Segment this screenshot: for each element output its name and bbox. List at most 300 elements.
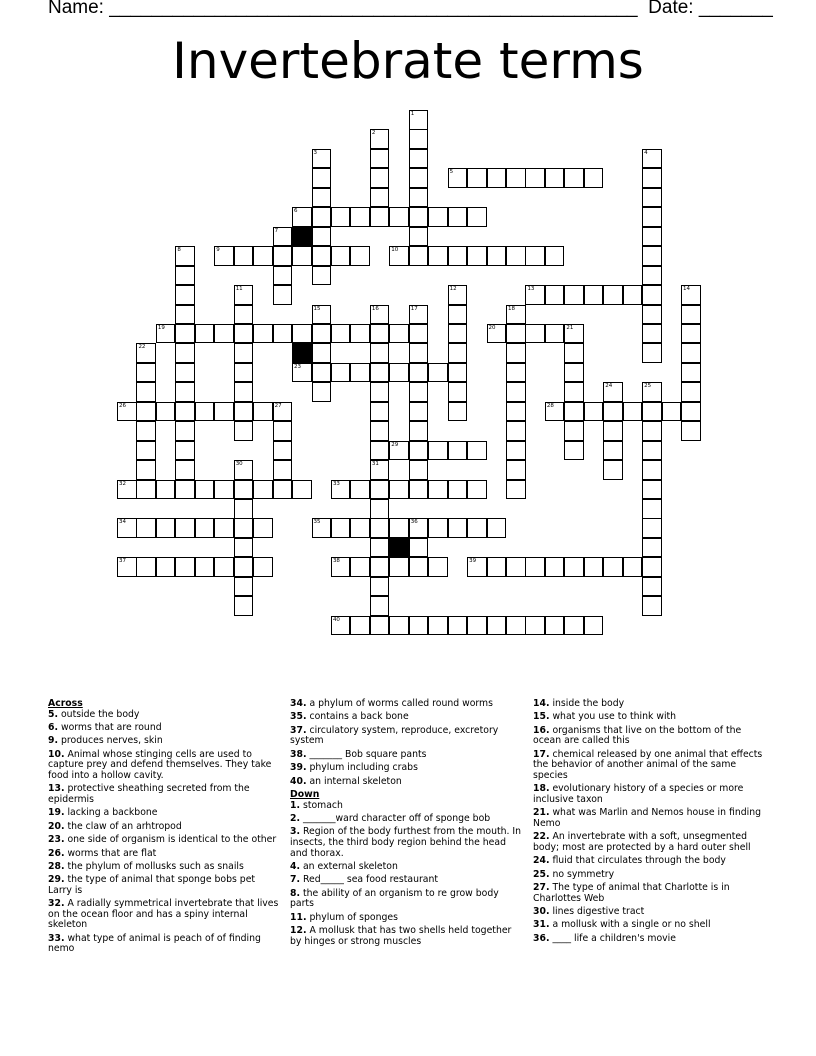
- grid-cell[interactable]: [292, 207, 312, 227]
- grid-cell[interactable]: [214, 246, 234, 266]
- grid-cell[interactable]: [175, 324, 195, 344]
- grid-cell[interactable]: [642, 305, 662, 325]
- grid-cell[interactable]: [448, 343, 468, 363]
- grid-cell[interactable]: [331, 616, 351, 636]
- grid-cell[interactable]: [506, 441, 526, 461]
- grid-cell[interactable]: [370, 149, 390, 169]
- grid-cell[interactable]: [136, 363, 156, 383]
- grid-cell[interactable]: [681, 285, 701, 305]
- grid-cell[interactable]: [564, 343, 584, 363]
- grid-cell[interactable]: [681, 363, 701, 383]
- grid-cell[interactable]: [681, 382, 701, 402]
- grid-cell[interactable]: [389, 518, 409, 538]
- grid-cell[interactable]: [448, 402, 468, 422]
- grid-cell[interactable]: [506, 382, 526, 402]
- clue-text: a mollusk with a single or no shell: [552, 919, 711, 931]
- grid-cell[interactable]: [584, 285, 604, 305]
- grid-cell[interactable]: [642, 227, 662, 247]
- grid-cell[interactable]: [234, 343, 254, 363]
- grid-cell[interactable]: [350, 557, 370, 577]
- grid-cell[interactable]: [370, 129, 390, 149]
- grid-cell[interactable]: [642, 246, 662, 266]
- grid-cell[interactable]: [428, 246, 448, 266]
- grid-cell[interactable]: [467, 616, 487, 636]
- clue-number: 22.: [533, 831, 550, 843]
- grid-cell[interactable]: [370, 363, 390, 383]
- grid-cell[interactable]: [234, 460, 254, 480]
- grid-cell[interactable]: [409, 382, 429, 402]
- grid-cell[interactable]: [117, 480, 137, 500]
- grid-cell[interactable]: [584, 402, 604, 422]
- grid-cell[interactable]: [312, 246, 332, 266]
- grid-cell[interactable]: [370, 518, 390, 538]
- grid-cell[interactable]: [331, 207, 351, 227]
- grid-cell[interactable]: [662, 402, 682, 422]
- grid-cell[interactable]: [467, 246, 487, 266]
- grid-cell[interactable]: [175, 305, 195, 325]
- grid-cell[interactable]: [545, 285, 565, 305]
- grid-cell[interactable]: [642, 596, 662, 616]
- grid-cell[interactable]: [370, 343, 390, 363]
- grid-cell[interactable]: [487, 246, 507, 266]
- grid-cell[interactable]: [389, 441, 409, 461]
- grid-cell[interactable]: [389, 480, 409, 500]
- grid-cell[interactable]: [370, 538, 390, 558]
- grid-cell[interactable]: [506, 324, 526, 344]
- grid-cell[interactable]: [506, 168, 526, 188]
- grid-cell[interactable]: [545, 616, 565, 636]
- grid-cell[interactable]: [409, 227, 429, 247]
- grid-cell[interactable]: [409, 480, 429, 500]
- grid-cell[interactable]: [545, 168, 565, 188]
- grid-cell[interactable]: [428, 480, 448, 500]
- grid-cell[interactable]: [350, 324, 370, 344]
- grid-cell[interactable]: [467, 207, 487, 227]
- grid-cell[interactable]: [195, 557, 215, 577]
- clue-number: 29: [391, 441, 399, 448]
- grid-cell[interactable]: [642, 402, 662, 422]
- grid-cell[interactable]: [312, 343, 332, 363]
- grid-cell[interactable]: [312, 188, 332, 208]
- grid-cell[interactable]: [603, 382, 623, 402]
- grid-cell[interactable]: [370, 382, 390, 402]
- grid-cell[interactable]: [156, 480, 176, 500]
- grid-cell[interactable]: [312, 324, 332, 344]
- grid-cell[interactable]: [409, 110, 429, 130]
- grid-cell[interactable]: [195, 324, 215, 344]
- grid-cell[interactable]: [564, 363, 584, 383]
- grid-cell[interactable]: [448, 441, 468, 461]
- grid-cell[interactable]: [156, 402, 176, 422]
- grid-cell[interactable]: [350, 616, 370, 636]
- grid-cell[interactable]: [350, 363, 370, 383]
- grid-cell[interactable]: [234, 421, 254, 441]
- grid-cell[interactable]: [525, 557, 545, 577]
- grid-cell[interactable]: [234, 499, 254, 519]
- grid-cell[interactable]: [409, 324, 429, 344]
- grid-cell[interactable]: [545, 246, 565, 266]
- grid-cell[interactable]: [623, 402, 643, 422]
- grid-cell[interactable]: [273, 402, 293, 422]
- grid-cell[interactable]: [448, 285, 468, 305]
- grid-cell[interactable]: [214, 402, 234, 422]
- grid-cell[interactable]: [603, 421, 623, 441]
- grid-cell[interactable]: [370, 577, 390, 597]
- grid-cell[interactable]: [234, 596, 254, 616]
- grid-cell[interactable]: [409, 441, 429, 461]
- grid-cell[interactable]: [370, 324, 390, 344]
- grid-cell[interactable]: [428, 518, 448, 538]
- grid-cell[interactable]: [506, 616, 526, 636]
- grid-cell[interactable]: [642, 168, 662, 188]
- grid-cell[interactable]: [370, 460, 390, 480]
- grid-cell[interactable]: [448, 168, 468, 188]
- grid-cell[interactable]: [564, 285, 584, 305]
- grid-cell[interactable]: [136, 343, 156, 363]
- grid-cell[interactable]: [428, 363, 448, 383]
- grid-cell[interactable]: [312, 207, 332, 227]
- grid-cell[interactable]: [331, 480, 351, 500]
- grid-cell[interactable]: [370, 441, 390, 461]
- grid-cell[interactable]: [409, 402, 429, 422]
- grid-cell[interactable]: [564, 402, 584, 422]
- grid-cell[interactable]: [370, 616, 390, 636]
- grid-cell[interactable]: [525, 285, 545, 305]
- grid-cell[interactable]: [234, 285, 254, 305]
- grid-cell[interactable]: [448, 363, 468, 383]
- clue-number: 23.: [48, 834, 65, 846]
- grid-cell[interactable]: [253, 480, 273, 500]
- grid-cell[interactable]: [467, 168, 487, 188]
- grid-cell[interactable]: [175, 246, 195, 266]
- grid-cell[interactable]: [136, 421, 156, 441]
- grid-cell[interactable]: [312, 227, 332, 247]
- grid-cell[interactable]: [506, 421, 526, 441]
- grid-cell[interactable]: [350, 246, 370, 266]
- grid-cell[interactable]: [292, 480, 312, 500]
- grid-cell[interactable]: [487, 616, 507, 636]
- grid-cell[interactable]: [136, 382, 156, 402]
- grid-cell[interactable]: [642, 518, 662, 538]
- grid-cell[interactable]: [681, 324, 701, 344]
- grid-cell[interactable]: [253, 518, 273, 538]
- grid-cell[interactable]: [603, 285, 623, 305]
- grid-cell[interactable]: [273, 421, 293, 441]
- black-cell: [389, 538, 409, 558]
- grid-cell[interactable]: [253, 402, 273, 422]
- grid-cell[interactable]: [564, 324, 584, 344]
- grid-cell[interactable]: [136, 460, 156, 480]
- grid-cell[interactable]: [156, 324, 176, 344]
- grid-cell[interactable]: [136, 518, 156, 538]
- grid-cell[interactable]: [584, 557, 604, 577]
- grid-cell[interactable]: [409, 207, 429, 227]
- grid-cell[interactable]: [312, 382, 332, 402]
- grid-cell[interactable]: [409, 305, 429, 325]
- grid-cell[interactable]: [117, 402, 137, 422]
- grid-cell[interactable]: [350, 480, 370, 500]
- clue-number: 19.: [48, 807, 65, 819]
- grid-cell[interactable]: [603, 557, 623, 577]
- grid-cell[interactable]: [195, 480, 215, 500]
- grid-cell[interactable]: [370, 207, 390, 227]
- grid-cell[interactable]: [642, 557, 662, 577]
- grid-cell[interactable]: [389, 207, 409, 227]
- grid-cell[interactable]: [175, 402, 195, 422]
- grid-cell[interactable]: [642, 324, 662, 344]
- grid-cell[interactable]: [428, 557, 448, 577]
- grid-cell[interactable]: [136, 441, 156, 461]
- grid-cell[interactable]: [175, 343, 195, 363]
- grid-cell[interactable]: [156, 557, 176, 577]
- grid-cell[interactable]: [603, 402, 623, 422]
- grid-cell[interactable]: [564, 441, 584, 461]
- grid-cell[interactable]: [564, 421, 584, 441]
- grid-cell[interactable]: [175, 518, 195, 538]
- grid-cell[interactable]: [487, 557, 507, 577]
- clue-text: inside the body: [552, 698, 625, 709]
- grid-cell[interactable]: [175, 460, 195, 480]
- grid-cell[interactable]: [389, 363, 409, 383]
- grid-cell[interactable]: [487, 168, 507, 188]
- grid-cell[interactable]: [214, 518, 234, 538]
- grid-cell[interactable]: [253, 246, 273, 266]
- grid-cell[interactable]: [409, 421, 429, 441]
- grid-cell[interactable]: [545, 402, 565, 422]
- grid-cell[interactable]: [467, 480, 487, 500]
- grid-cell[interactable]: [312, 518, 332, 538]
- grid-cell[interactable]: [234, 246, 254, 266]
- grid-cell[interactable]: [409, 538, 429, 558]
- grid-cell[interactable]: [487, 518, 507, 538]
- grid-cell[interactable]: [370, 188, 390, 208]
- grid-cell[interactable]: [253, 557, 273, 577]
- grid-cell[interactable]: [370, 557, 390, 577]
- grid-cell[interactable]: [117, 518, 137, 538]
- grid-cell[interactable]: [292, 246, 312, 266]
- grid-cell[interactable]: [292, 363, 312, 383]
- grid-cell[interactable]: [273, 460, 293, 480]
- grid-cell[interactable]: [584, 168, 604, 188]
- grid-cell[interactable]: [370, 305, 390, 325]
- grid-cell[interactable]: [642, 207, 662, 227]
- grid-cell[interactable]: [370, 421, 390, 441]
- grid-cell[interactable]: [525, 168, 545, 188]
- grid-cell[interactable]: [409, 168, 429, 188]
- grid-cell[interactable]: [389, 616, 409, 636]
- grid-cell[interactable]: [312, 363, 332, 383]
- clue: [533, 856, 765, 867]
- grid-cell[interactable]: [409, 363, 429, 383]
- grid-cell[interactable]: [623, 285, 643, 305]
- grid-cell[interactable]: [409, 557, 429, 577]
- grid-cell[interactable]: [136, 557, 156, 577]
- grid-cell[interactable]: [389, 324, 409, 344]
- grid-cell[interactable]: [448, 616, 468, 636]
- grid-cell[interactable]: [273, 266, 293, 286]
- grid-cell[interactable]: [564, 382, 584, 402]
- name-blank[interactable]: __________________________________________________: [109, 0, 638, 18]
- grid-cell[interactable]: [487, 324, 507, 344]
- grid-cell[interactable]: [409, 188, 429, 208]
- grid-cell[interactable]: [467, 441, 487, 461]
- grid-cell[interactable]: [312, 305, 332, 325]
- grid-cell[interactable]: [642, 343, 662, 363]
- grid-cell[interactable]: [642, 188, 662, 208]
- grid-cell[interactable]: [331, 557, 351, 577]
- grid-cell[interactable]: [584, 616, 604, 636]
- grid-cell[interactable]: [350, 207, 370, 227]
- grid-cell[interactable]: [448, 207, 468, 227]
- grid-cell[interactable]: [273, 324, 293, 344]
- grid-cell[interactable]: [409, 129, 429, 149]
- grid-cell[interactable]: [467, 518, 487, 538]
- grid-cell[interactable]: [448, 518, 468, 538]
- grid-cell[interactable]: [370, 402, 390, 422]
- grid-cell[interactable]: [175, 441, 195, 461]
- grid-cell[interactable]: [389, 246, 409, 266]
- grid-cell[interactable]: [292, 324, 312, 344]
- grid-cell[interactable]: [409, 149, 429, 169]
- grid-cell[interactable]: [175, 363, 195, 383]
- grid-cell[interactable]: [214, 557, 234, 577]
- grid-cell[interactable]: [234, 363, 254, 383]
- grid-cell[interactable]: [312, 266, 332, 286]
- grid-cell[interactable]: [136, 480, 156, 500]
- grid-cell[interactable]: [642, 421, 662, 441]
- grid-cell[interactable]: [681, 402, 701, 422]
- grid-cell[interactable]: [195, 402, 215, 422]
- grid-cell[interactable]: [506, 480, 526, 500]
- grid-cell[interactable]: [273, 246, 293, 266]
- grid-cell[interactable]: [409, 343, 429, 363]
- grid-cell[interactable]: [409, 616, 429, 636]
- grid-cell[interactable]: [234, 382, 254, 402]
- grid-cell[interactable]: [681, 305, 701, 325]
- grid-cell[interactable]: [409, 246, 429, 266]
- grid-cell[interactable]: [350, 518, 370, 538]
- grid-cell[interactable]: [467, 557, 487, 577]
- grid-cell[interactable]: [525, 324, 545, 344]
- grid-cell[interactable]: [448, 382, 468, 402]
- grid-cell[interactable]: [642, 149, 662, 169]
- grid-cell[interactable]: [545, 557, 565, 577]
- grid-cell[interactable]: [312, 149, 332, 169]
- grid-cell[interactable]: [331, 518, 351, 538]
- grid-cell[interactable]: [234, 480, 254, 500]
- grid-cell[interactable]: [175, 557, 195, 577]
- grid-cell[interactable]: [428, 207, 448, 227]
- grid-cell[interactable]: [642, 538, 662, 558]
- date-blank[interactable]: _______: [698, 0, 773, 18]
- grid-cell[interactable]: [448, 324, 468, 344]
- grid-cell[interactable]: [175, 266, 195, 286]
- grid-cell[interactable]: [642, 577, 662, 597]
- grid-cell[interactable]: [234, 324, 254, 344]
- grid-cell[interactable]: [681, 421, 701, 441]
- grid-cell[interactable]: [234, 557, 254, 577]
- grid-cell[interactable]: [175, 480, 195, 500]
- grid-cell[interactable]: [681, 343, 701, 363]
- grid-cell[interactable]: [234, 305, 254, 325]
- grid-cell[interactable]: [506, 557, 526, 577]
- grid-cell[interactable]: [506, 363, 526, 383]
- clue: [48, 899, 280, 931]
- grid-cell[interactable]: [428, 441, 448, 461]
- clue: [48, 750, 280, 782]
- grid-cell[interactable]: [175, 382, 195, 402]
- grid-cell[interactable]: [525, 246, 545, 266]
- grid-cell[interactable]: [195, 518, 215, 538]
- grid-cell[interactable]: [623, 557, 643, 577]
- grid-cell[interactable]: [253, 324, 273, 344]
- grid-cell[interactable]: [642, 441, 662, 461]
- grid-cell[interactable]: [370, 168, 390, 188]
- grid-cell[interactable]: [564, 616, 584, 636]
- grid-cell[interactable]: [273, 441, 293, 461]
- grid-cell[interactable]: [312, 168, 332, 188]
- grid-cell[interactable]: [117, 557, 137, 577]
- grid-cell[interactable]: [642, 382, 662, 402]
- grid-cell[interactable]: [175, 285, 195, 305]
- grid-cell[interactable]: [506, 305, 526, 325]
- grid-cell[interactable]: [506, 343, 526, 363]
- grid-cell[interactable]: [642, 480, 662, 500]
- grid-cell[interactable]: [448, 246, 468, 266]
- grid-cell[interactable]: [331, 324, 351, 344]
- grid-cell[interactable]: [545, 324, 565, 344]
- grid-cell[interactable]: [273, 227, 293, 247]
- grid-cell[interactable]: [506, 402, 526, 422]
- grid-cell[interactable]: [136, 402, 156, 422]
- grid-cell[interactable]: [642, 499, 662, 519]
- grid-cell[interactable]: [331, 363, 351, 383]
- grid-cell[interactable]: [564, 168, 584, 188]
- clue-text: A mollusk that has two shells held together by hinges or strong muscles: [290, 925, 512, 947]
- grid-cell[interactable]: [234, 577, 254, 597]
- grid-cell[interactable]: [642, 460, 662, 480]
- grid-cell[interactable]: [506, 460, 526, 480]
- grid-cell[interactable]: [234, 518, 254, 538]
- grid-cell[interactable]: [409, 518, 429, 538]
- grid-cell[interactable]: [234, 538, 254, 558]
- grid-cell[interactable]: [409, 460, 429, 480]
- grid-cell[interactable]: [370, 480, 390, 500]
- grid-cell[interactable]: [448, 305, 468, 325]
- grid-cell[interactable]: [603, 441, 623, 461]
- grid-cell[interactable]: [234, 402, 254, 422]
- grid-cell[interactable]: [564, 557, 584, 577]
- grid-cell[interactable]: [175, 421, 195, 441]
- grid-cell[interactable]: [642, 285, 662, 305]
- grid-cell[interactable]: [273, 285, 293, 305]
- grid-cell[interactable]: [214, 324, 234, 344]
- grid-cell[interactable]: [273, 480, 293, 500]
- grid-cell[interactable]: [428, 616, 448, 636]
- grid-cell[interactable]: [370, 499, 390, 519]
- clue-text: organisms that live on the bottom of the ocean are called this: [533, 724, 742, 747]
- grid-cell[interactable]: [389, 557, 409, 577]
- grid-cell[interactable]: [603, 460, 623, 480]
- grid-cell[interactable]: [214, 480, 234, 500]
- grid-cell[interactable]: [525, 616, 545, 636]
- grid-cell[interactable]: [331, 246, 351, 266]
- grid-cell[interactable]: [156, 518, 176, 538]
- grid-cell[interactable]: [370, 596, 390, 616]
- grid-cell[interactable]: [448, 480, 468, 500]
- grid-cell[interactable]: [642, 266, 662, 286]
- grid-cell[interactable]: [506, 246, 526, 266]
